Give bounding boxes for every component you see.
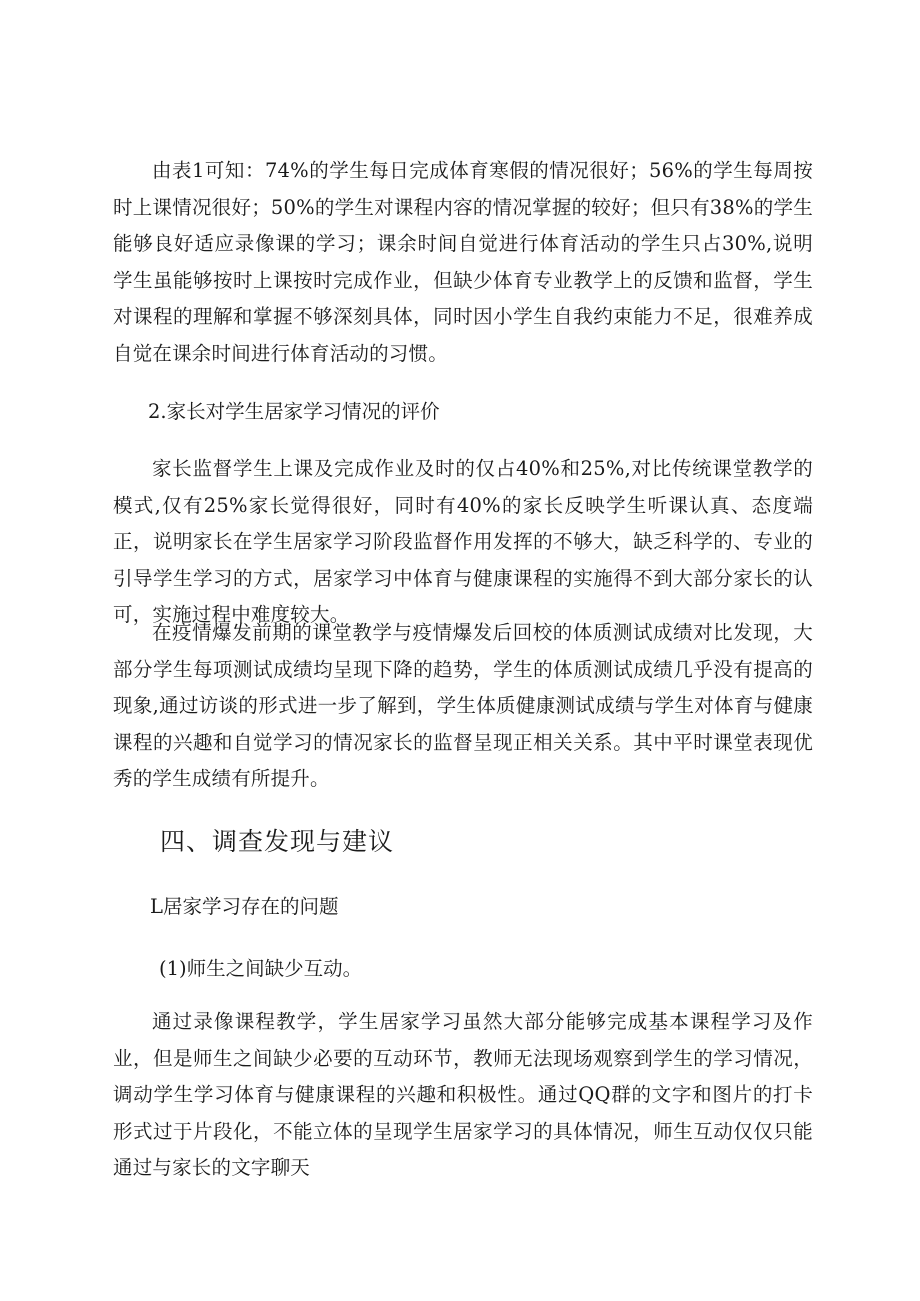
body-paragraph: 由表1可知：74%的学生每日完成体育寒假的情况很好；56%的学生每周按时上课情况很好；50%的学生对课程内容的情况掌握的较好；但只有38%的学生能够良好适应录像课的学习；课余时间自觉进行体育活动的学生只占30%,说明学生虽能够按时上课按时完成作业，但缺少体育专业教学上的反馈和监督，学生对课程的理解和掌握不够深刻具体，同时因小学生自我约束能力不足，很难养成自觉在课余时间进行体育活动的习惯。 (113, 159, 813, 365)
section-heading: 四、调查发现与建议 (160, 827, 395, 856)
subheading-home-learning-problems: L居家学习存在的问题 (150, 895, 339, 918)
body-paragraph: 在疫情爆发前期的课堂教学与疫情爆发后回校的体质测试成绩对比发现，大部分学生每项测试成绩均呈现下降的趋势，学生的体质测试成绩几乎没有提高的现象,通过访谈的形式进一步了解到，学生体质健康测试成绩与学生对体育与健康课程的兴趣和自觉学习的情况家长的监督呈现正相关关系。其中平时课堂表现优秀的学生成绩有所提升。 (113, 621, 813, 790)
subheading-parent-evaluation: 2.家长对学生居家学习情况的评价 (148, 400, 440, 423)
body-paragraph: 通过录像课程教学，学生居家学习虽然大部分能够完成基本课程学习及作业，但是师生之间缺少必要的互动环节，教师无法现场观察到学生的学习情况，调动学生学习体育与健康课程的兴趣和积极性。通过QQ群的文字和图片的打卡形式过于片段化，不能立体的呈现学生居家学习的具体情况，师生互动仅仅只能通过与家长的文字聊天 (113, 1010, 813, 1179)
subheading-lack-of-interaction: (1)师生之间缺少互动。 (159, 957, 363, 980)
body-paragraph: 家长监督学生上课及完成作业及时的仅占40%和25%,对比传统课堂教学的模式,仅有25%家长觉得很好，同时有40%的家长反映学生听课认真、态度端正，说明家长在学生居家学习阶段监督作用发挥的不够大，缺乏科学的、专业的引导学生学习的方式，居家学习中体育与健康课程的实施得不到大部分家长的认可，实施过程中难度较大。 (113, 457, 813, 626)
